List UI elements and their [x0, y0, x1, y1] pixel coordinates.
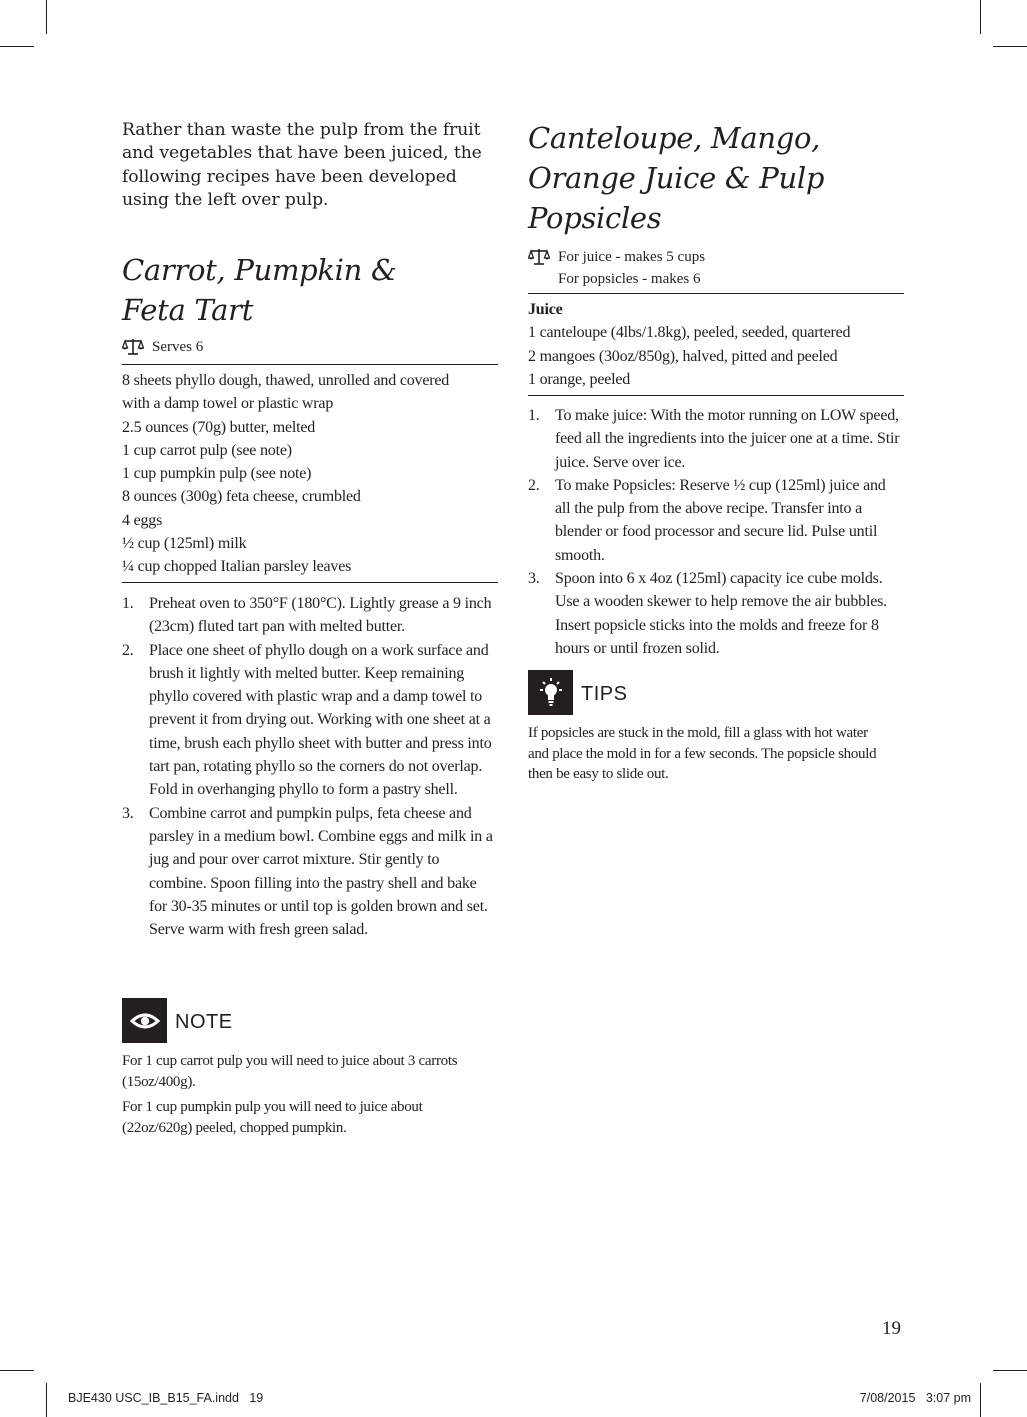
- step-text: Place one sheet of phyllo dough on a work surface and brush it lightly with melted butter. Keep remaining phyllo covered with plastic wrap and a damp towel to prevent it from drying out. Working with one sheet at a time, brush each phyllo sheet with butter and press into tart pan, rotating phyllo so the corners do not overlap. Fold in overhanging phyllo to form a pastry shell.: [149, 641, 492, 799]
- step-text: To make Popsicles: Reserve ½ cup (125ml) juice and all the pulp from the above recipe. Transfer into a blender or food processor and secure lid. Pulse until smooth.: [555, 476, 886, 564]
- page-number: 19: [882, 1318, 901, 1339]
- ingredient-item: 1 cup pumpkin pulp (see note): [122, 465, 312, 483]
- step-item: [122, 802, 498, 942]
- tips-text: If popsicles are stuck in the mold, fill a glass with hot water and place the mold in for a few seconds. The popsicle should then be easy to slide out.: [528, 725, 877, 782]
- tart-title: [122, 250, 396, 330]
- tart-title-line: Feta Tart: [122, 293, 254, 327]
- tart-ingredients: [122, 369, 449, 579]
- tart-serves: [122, 337, 203, 359]
- popsicles-makes: [528, 247, 705, 290]
- serves-text: Serves 6: [152, 339, 204, 355]
- step-item: [528, 474, 904, 567]
- step-text: To make juice: With the motor running on LOW speed, feed all the ingredients into the juicer one at a time. Stir juice. Serve over ice.: [555, 407, 900, 471]
- tart-steps: [122, 592, 498, 941]
- crop-mark: [0, 1370, 34, 1371]
- step-number: 3.: [122, 804, 134, 822]
- divider: [528, 293, 904, 294]
- slug-date: 7/08/2015 3:07 pm: [859, 1391, 971, 1405]
- slug-filename: BJE430 USC_IB_B15_FA.indd 19: [68, 1391, 264, 1405]
- crop-mark: [993, 1370, 1027, 1371]
- note-text: For 1 cup carrot pulp you will need to juice about 3 carrots (15oz/400g).: [122, 1053, 458, 1090]
- divider: [528, 395, 904, 396]
- step-number: 1.: [528, 407, 540, 424]
- divider: [122, 364, 498, 365]
- ingredient-item: 8 ounces (300g) feta cheese, crumbled: [122, 488, 361, 506]
- step-item: [122, 639, 498, 802]
- popsicles-title-line: Orange Juice & Pulp: [528, 161, 825, 195]
- crop-mark: [980, 1383, 981, 1417]
- popsicles-title-line: Canteloupe, Mango,: [528, 121, 821, 155]
- crop-mark: [46, 1383, 47, 1417]
- ingredient-item: 1 orange, peeled: [528, 370, 631, 388]
- popsicles-title: [528, 118, 824, 238]
- popsicles-steps: [528, 404, 904, 660]
- popsicles-ingredients: [528, 298, 850, 391]
- divider: [122, 582, 498, 583]
- step-item: [528, 404, 904, 474]
- scale-icon: [528, 248, 550, 266]
- step-item: [122, 592, 498, 639]
- note-text: For 1 cup pumpkin pulp you will need to juice about (22oz/620g) peeled, chopped pumpkin.: [122, 1099, 423, 1136]
- step-number: 2.: [122, 641, 134, 659]
- step-item: [528, 567, 904, 660]
- ingredient-item: 1 canteloupe (4lbs/1.8kg), peeled, seeded, quartered: [528, 324, 851, 342]
- ingredient-item: ¼ cup chopped Italian parsley leaves: [122, 558, 352, 576]
- crop-mark: [0, 46, 34, 47]
- crop-mark: [980, 0, 981, 34]
- ingredient-item: 1 cup carrot pulp (see note): [122, 441, 292, 459]
- tart-title-line: Carrot, Pumpkin &: [122, 253, 397, 287]
- step-text: Combine carrot and pumpkin pulps, feta cheese and parsley in a medium bowl. Combine eggs and milk in a jug and pour over carrot mixture. Stir gently to combine. Spoon filling into the pastry shell and bake for 30-35 minutes or until top is golden brown and set. Serve warm with fresh green salad.: [149, 804, 493, 939]
- ingredients-heading: Juice: [528, 301, 563, 318]
- step-number: 2.: [528, 476, 540, 494]
- crop-mark: [46, 0, 47, 34]
- step-number: 3.: [528, 570, 540, 588]
- step-number: 1.: [122, 595, 134, 612]
- makes-text: For juice - makes 5 cups: [558, 249, 706, 265]
- eye-icon: [122, 998, 167, 1043]
- tips-label: TIPS: [581, 683, 628, 705]
- ingredient-item: 4 eggs: [122, 511, 163, 529]
- note-label: NOTE: [175, 1011, 233, 1033]
- scale-icon: [122, 338, 144, 356]
- popsicles-title-line: Popsicles: [528, 201, 662, 235]
- ingredient-item: with a damp towel or plastic wrap: [122, 395, 334, 413]
- step-text: Preheat oven to 350°F (180°C). Lightly grease a 9 inch (23cm) fluted tart pan with melted butter.: [149, 595, 492, 636]
- crop-mark: [993, 46, 1027, 47]
- ingredient-item: ½ cup (125ml) milk: [122, 535, 247, 553]
- ingredient-item: 2 mangoes (30oz/850g), halved, pitted and peeled: [528, 347, 838, 365]
- ingredient-item: 8 sheets phyllo dough, thawed, unrolled and covered: [122, 372, 450, 389]
- intro-text: Rather than waste the pulp from the fruit and vegetables that have been juiced, the following recipes have been developed using the left over pulp.: [122, 120, 482, 210]
- ingredient-item: 2.5 ounces (70g) butter, melted: [122, 418, 316, 436]
- lightbulb-icon: [528, 670, 573, 715]
- step-text: Spoon into 6 x 4oz (125ml) capacity ice cube molds. Use a wooden skewer to help remove the air bubbles. Insert popsicle sticks into the molds and freeze for 8 hours or until frozen solid.: [555, 570, 887, 657]
- makes-text: For popsicles - makes 6: [558, 270, 701, 287]
